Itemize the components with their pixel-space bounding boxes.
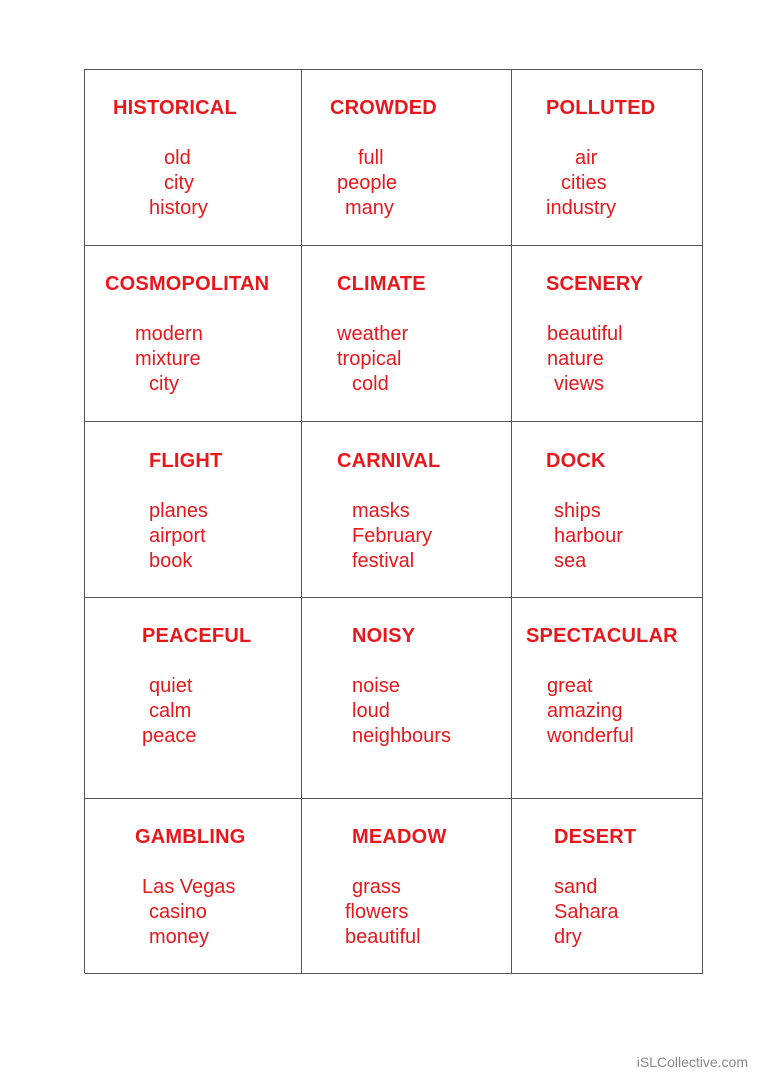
card-title: CLIMATE — [337, 273, 426, 295]
card-title: CROWDED — [330, 97, 437, 119]
card-title: NOISY — [352, 625, 416, 647]
card — [85, 598, 302, 799]
card-word: cities — [561, 172, 607, 194]
card-word: cold — [352, 373, 389, 395]
card-word: great — [547, 675, 593, 697]
card-word: loud — [352, 700, 390, 722]
card-word: old — [164, 147, 191, 169]
card-word: airport — [149, 525, 206, 547]
card-word: many — [345, 197, 394, 219]
card-word: festival — [352, 550, 415, 572]
card-title: SPECTACULAR — [526, 625, 678, 647]
card-word: harbour — [554, 525, 623, 547]
card — [512, 598, 703, 799]
card — [85, 799, 302, 974]
card — [302, 246, 512, 422]
card-word: modern — [135, 323, 203, 345]
card-word: Sahara — [554, 901, 619, 923]
card-word: grass — [352, 876, 401, 898]
card-word: mixture — [135, 348, 201, 370]
card — [512, 422, 703, 598]
card-title: MEADOW — [352, 826, 447, 848]
card — [302, 422, 512, 598]
card-word: beautiful — [547, 323, 623, 345]
card-word: sand — [554, 876, 598, 898]
card — [302, 799, 512, 974]
card — [302, 70, 512, 246]
card-title: SCENERY — [546, 273, 644, 295]
card-word: city — [149, 373, 179, 395]
card-word: planes — [149, 500, 208, 522]
card-word: calm — [149, 700, 192, 722]
card-word: tropical — [337, 348, 402, 370]
card — [512, 799, 703, 974]
card-word: neighbours — [352, 725, 451, 747]
card — [302, 598, 512, 799]
card-title: POLLUTED — [546, 97, 656, 119]
card-word: ships — [554, 500, 601, 522]
card-word: amazing — [547, 700, 623, 722]
card-word: peace — [142, 725, 197, 747]
card-title: DESERT — [554, 826, 637, 848]
card-word: wonderful — [547, 725, 634, 747]
taboo-card-grid — [84, 69, 702, 973]
watermark: iSLCollective.com — [636, 1054, 748, 1070]
card — [512, 246, 703, 422]
card — [85, 246, 302, 422]
card-word: views — [554, 373, 605, 395]
card-word: noise — [352, 675, 400, 697]
card-title: COSMOPOLITAN — [105, 273, 270, 295]
card-word: masks — [352, 500, 410, 522]
card — [85, 422, 302, 598]
card-word: flowers — [345, 901, 409, 923]
card-word: money — [149, 926, 210, 948]
card-word: industry — [546, 197, 617, 219]
card — [85, 70, 302, 246]
card-word: sea — [554, 550, 587, 572]
card — [512, 70, 703, 246]
card-word: weather — [337, 323, 409, 345]
card-word: full — [358, 147, 384, 169]
card-word: February — [352, 525, 433, 547]
card-word: people — [337, 172, 398, 194]
card-title: PEACEFUL — [142, 625, 252, 647]
card-word: history — [149, 197, 208, 219]
card-word: beautiful — [345, 926, 421, 948]
card-title: DOCK — [546, 450, 606, 472]
card-word: quiet — [149, 675, 193, 697]
card-word: air — [575, 147, 598, 169]
card-word: dry — [554, 926, 582, 948]
card-word: casino — [149, 901, 207, 923]
card-title: CARNIVAL — [337, 450, 441, 472]
card-title: GAMBLING — [135, 826, 246, 848]
card-word: city — [164, 172, 194, 194]
card-word: Las Vegas — [142, 876, 236, 898]
card-title: FLIGHT — [149, 450, 223, 472]
card-word: nature — [547, 348, 604, 370]
card-title: HISTORICAL — [113, 97, 237, 119]
card-word: book — [149, 550, 193, 572]
